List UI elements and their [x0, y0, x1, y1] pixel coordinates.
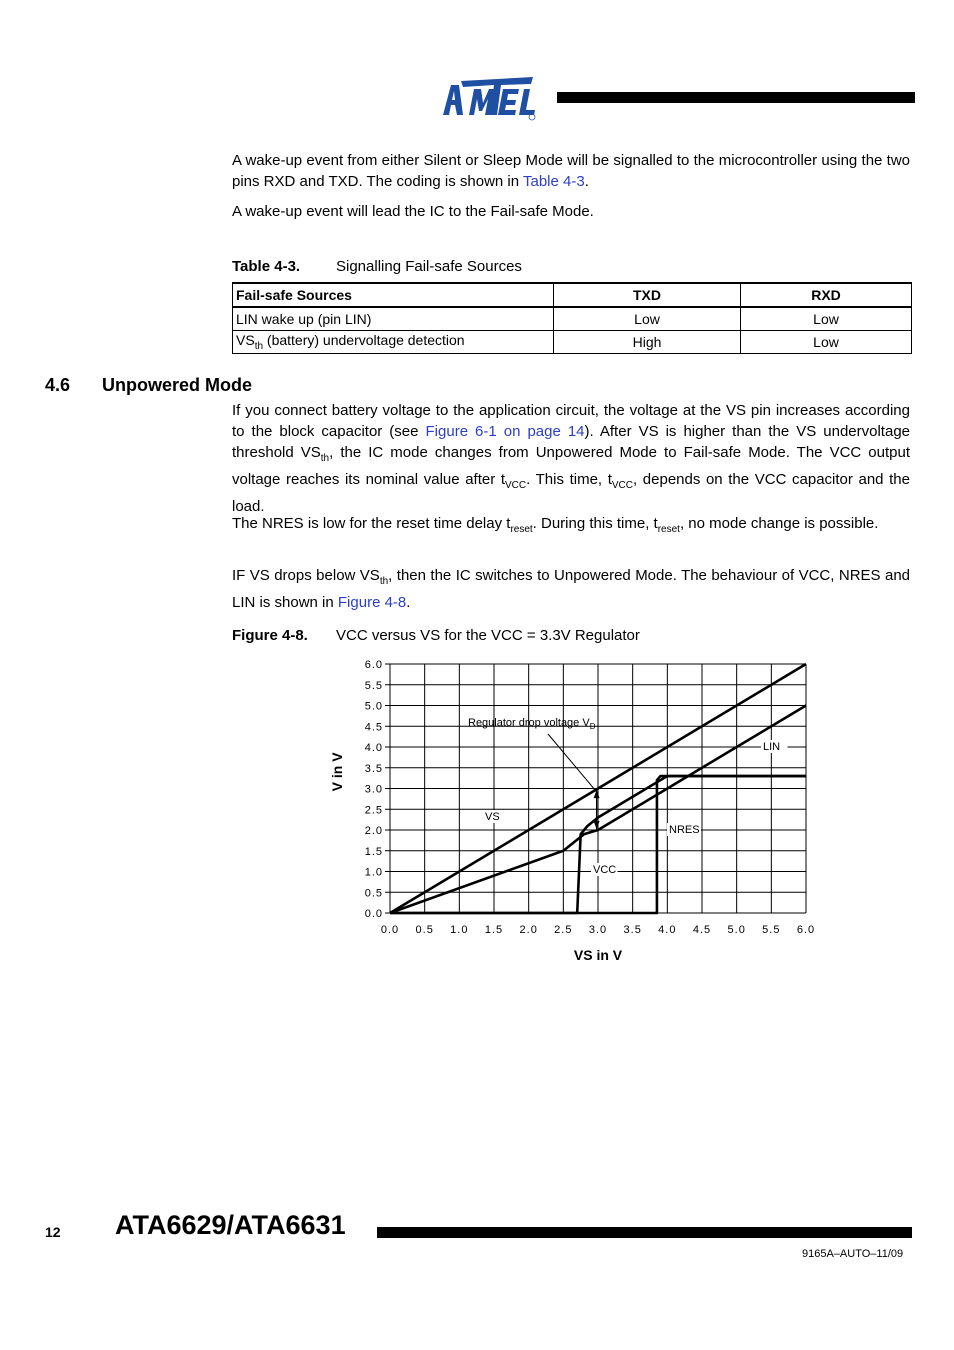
section-number: 4.6 [45, 375, 71, 395]
x-tick-label: 3.0 [588, 924, 608, 936]
y-tick-label: 0.5 [364, 887, 383, 900]
table-row [233, 331, 912, 354]
table-header-row [233, 283, 912, 307]
x-tick-label: 1.5 [484, 924, 504, 936]
y-axis-label: V in V [329, 752, 345, 792]
section-title: Unpowered Mode [102, 375, 253, 395]
annotation-vs: VS [485, 811, 500, 823]
annotation-regulator-drop: Regulator drop voltage $V_D$ [468, 717, 596, 731]
figure-caption: Figure 4-8. VCC versus VS for the VCC = 3.3V Regulator [232, 627, 640, 644]
cell-rxd: Low [741, 331, 912, 354]
intro-paragraph-1: A wake-up event from either Silent or Sleep Mode will be signalled to the microcontroller using the two pins RXD and TXD. The coding is shown in Table 4-3. [232, 152, 910, 190]
x-axis-label: VS in V [573, 947, 623, 963]
table-caption: Table 4-3. Signalling Fail-safe Sources [232, 258, 522, 275]
cell-rxd: Low [741, 307, 912, 331]
y-tick-label: 3.5 [364, 762, 383, 775]
figure-6-1-link[interactable]: Figure 6-1 on page 14 [425, 423, 585, 440]
x-tick-label: 4.0 [658, 924, 677, 936]
intro-paragraph-2: A wake-up event will lead the IC to the Fail-safe Mode. [232, 203, 594, 220]
y-tick-label: 2.0 [364, 825, 383, 837]
col-header-sources: Fail-safe Sources [233, 283, 554, 307]
y-tick-label: 0.0 [364, 908, 383, 920]
y-tick-label: 3.0 [364, 783, 383, 796]
x-tick-label: 3.5 [623, 924, 642, 936]
table-4-3-link[interactable]: Table 4-3 [523, 173, 585, 190]
atmel-logo [441, 75, 537, 121]
cell-source: LIN wake up (pin LIN) [233, 307, 554, 331]
x-tick-label: 0.5 [415, 924, 434, 936]
annotation-vcc: VCC [593, 864, 617, 876]
col-header-txd: TXD [554, 283, 741, 307]
vcc-vs-chart [320, 650, 840, 970]
y-tick-label: 1.5 [364, 845, 383, 858]
header-rule [557, 92, 915, 103]
y-tick-label: 1.0 [364, 866, 383, 879]
section-paragraph-3: IF VS drops below $VS_{th}$, then the IC switches to Unpowered Mode. The behaviour of VCC, NRES and LIN is shown in Figure 4-8. [232, 567, 911, 611]
x-tick-label: 5.5 [762, 924, 781, 936]
table-row [233, 307, 912, 331]
x-tick-label: 6.0 [796, 924, 816, 936]
annotation-leader-line [548, 734, 597, 792]
footer-rule [377, 1227, 912, 1238]
x-tick-label: 4.5 [692, 924, 712, 936]
y-tick-label: 5.0 [364, 700, 383, 713]
drop-voltage-arrow-down [594, 821, 600, 829]
x-tick-label: 1.0 [450, 924, 469, 936]
section-paragraph-2: The NRES is low for the reset time delay $t_{reset}$. During this time, $t_{reset}$, no mode change is possible. [232, 515, 879, 535]
y-tick-label: 2.5 [364, 804, 383, 817]
section-paragraph-1: If you connect battery voltage to the application circuit, the voltage at the VS pin increases according to the block capacitor (see Figure 6-1 on page 14). After VS is higher than the VS undervoltage threshold $VS_{th}$, the IC mode changes from Unpowered Mode to Fail-safe Mode. The VCC output voltage reaches its nominal value after $t_{VCC}$. This time, $t_{VCC}$, depends on the VCC capacitor and the load. [232, 402, 911, 515]
annotation-nres: NRES [669, 824, 700, 836]
annotation-lin: LIN [763, 741, 781, 753]
y-tick-label: 4.5 [364, 721, 383, 734]
section-heading [45, 375, 253, 396]
y-tick-label: 4.0 [364, 742, 383, 754]
cell-txd: High [554, 331, 741, 354]
footer-title: ATA6629/ATA6631 [115, 1210, 346, 1240]
x-tick-label: 5.0 [727, 924, 746, 936]
col-header-rxd: RXD [741, 283, 912, 307]
cell-txd: Low [554, 307, 741, 331]
y-tick-label: 6.0 [364, 659, 383, 671]
x-tick-label: 2.0 [519, 924, 538, 936]
cell-source: $VS_{th}$ (battery) undervoltage detection [233, 331, 554, 354]
document-id: 9165A–AUTO–11/09 [802, 1248, 904, 1260]
x-tick-label: 2.5 [554, 924, 573, 936]
page-number: 12 [45, 1224, 61, 1240]
y-tick-label: 5.5 [364, 679, 383, 692]
fail-safe-table [232, 282, 912, 354]
figure-4-8-link[interactable]: Figure 4-8 [337, 594, 407, 611]
x-tick-label: 0.0 [380, 924, 400, 936]
